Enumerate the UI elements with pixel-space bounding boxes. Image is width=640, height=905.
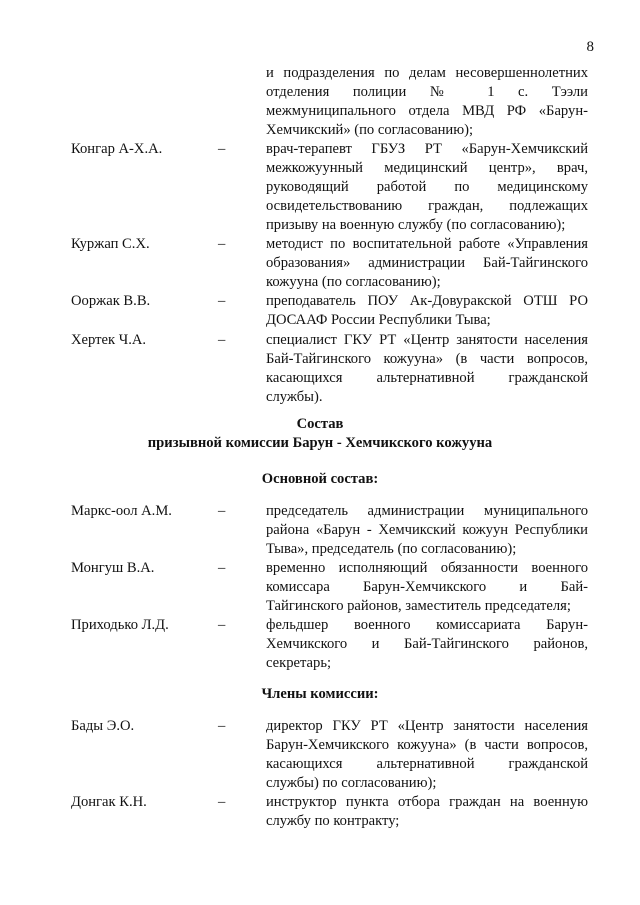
text-line: Хемчикский» (по согласованию); — [266, 122, 474, 138]
dash-separator: – — [218, 141, 226, 157]
member-name: Ооржак В.В. — [71, 293, 151, 309]
dash-separator: – — [218, 236, 226, 252]
member-description — [266, 292, 588, 330]
text-line: комиссара Барун-Хемчикского и Бай- — [266, 579, 588, 595]
text-line: Хемчикского и Бай-Тайгинского районов, — [266, 636, 588, 652]
member-description — [266, 331, 588, 407]
member-name: Куржап С.Х. — [71, 236, 150, 252]
dash-separator: – — [218, 794, 226, 810]
member-description — [266, 235, 588, 292]
member-description — [266, 616, 588, 673]
dash-separator: – — [218, 332, 226, 348]
text-line: касающихся альтернативной гражданской — [266, 370, 588, 386]
text-line: временно исполняющий обязанности военного — [266, 560, 588, 576]
member-name: Донгак К.Н. — [71, 794, 147, 810]
text-line: специалист ГКУ РТ «Центр занятости населения — [266, 332, 588, 348]
text-line: преподаватель ПОУ Ак-Довуракской ОТШ РО — [266, 293, 588, 309]
text-line: директор ГКУ РТ «Центр занятости населения — [266, 718, 588, 734]
text-line: касающихся альтернативной гражданской — [266, 756, 588, 772]
main-composition-heading: Основной состав: — [261, 471, 379, 487]
section-title: Состав — [296, 416, 344, 432]
text-line: образования» администрации Бай-Тайгинского — [266, 255, 588, 271]
text-line: отделения полиции № 1 с. Тээли — [266, 84, 588, 100]
text-line: фельдшер военного комиссариата Барун- — [266, 617, 588, 633]
dash-separator: – — [218, 617, 226, 633]
dash-separator: – — [218, 718, 226, 734]
text-line: Тайгинского районов, заместитель председателя; — [266, 598, 571, 614]
dash-separator: – — [218, 293, 226, 309]
member-description — [266, 140, 588, 235]
text-line: призыву на военную службу (по согласованию); — [266, 217, 566, 233]
dash-separator: – — [218, 560, 226, 576]
member-name: Хертек Ч.А. — [71, 332, 147, 348]
text-line: методист по воспитательной работе «Управления — [266, 236, 588, 252]
text-line: председатель администрации муниципального — [266, 503, 588, 519]
member-description — [266, 717, 588, 793]
section-subtitle: призывной комиссии Барун - Хемчикского кожууна — [147, 435, 493, 451]
text-line: инструктор пункта отбора граждан на военную — [266, 794, 588, 810]
text-line: Барун-Хемчикского кожууна» (в части вопросов, — [266, 737, 588, 753]
text-line: и подразделения по делам несовершеннолетних — [266, 65, 588, 81]
member-name: Маркс-оол А.М. — [71, 503, 172, 519]
dash-separator: – — [218, 503, 226, 519]
continuation-text — [266, 64, 588, 140]
text-line: межмуниципального отдела МВД РФ «Барун- — [266, 103, 588, 119]
member-name: Монгуш В.А. — [71, 560, 155, 576]
text-line: врач-терапевт ГБУЗ РТ «Барун-Хемчикский — [266, 141, 588, 157]
member-description — [266, 559, 588, 616]
text-line: службу по контракту; — [266, 813, 400, 829]
member-description — [266, 502, 588, 559]
member-name: Конгар А-Х.А. — [71, 141, 163, 157]
text-line: Тыва», председатель (по согласованию); — [266, 541, 517, 557]
text-line: ДОСААФ России Республики Тыва; — [266, 312, 491, 328]
text-line: межкожуунный медицинский центр», врач, — [266, 160, 588, 176]
text-line: кожууна (по согласованию); — [266, 274, 441, 290]
member-description — [266, 793, 588, 831]
member-name: Бады Э.О. — [71, 718, 135, 734]
text-line: службы) по согласованию); — [266, 775, 437, 791]
text-line: Бай-Тайгинского кожууна» (в части вопросов, — [266, 351, 588, 367]
text-line: секретарь; — [266, 655, 332, 671]
page-number: 8 — [586, 39, 594, 55]
text-line: службы). — [266, 389, 323, 405]
commission-members-heading: Члены комиссии: — [261, 686, 379, 702]
text-line: руководящий работой по медицинскому — [266, 179, 588, 195]
member-name: Приходько Л.Д. — [71, 617, 169, 633]
text-line: освидетельствованию граждан, подлежащих — [266, 198, 588, 214]
text-line: района «Барун - Хемчикский кожуун Республики — [266, 522, 588, 538]
